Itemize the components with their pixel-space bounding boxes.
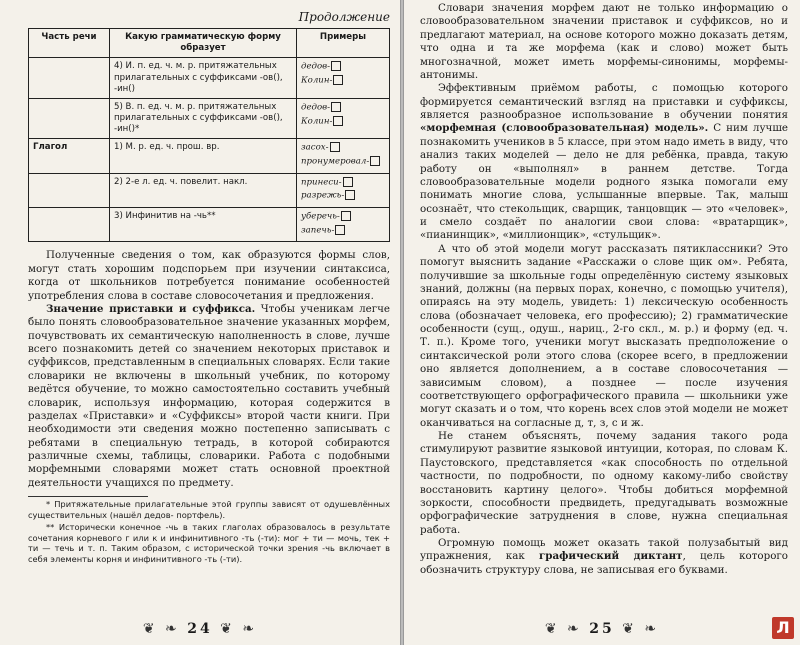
paragraph: Полученные сведения о том, как образуются формы слов, могут стать хорошим подспорьем при изучении синтаксиса, когда от школьников потребуется понимание особенностей употребления слова в составе словосочетания и предложения. [28,249,390,302]
term-bold: графический диктант [538,550,683,563]
morpheme-box [341,211,351,221]
example-word: пронумеровал- [301,156,370,167]
table-header: Часть речи [29,29,110,58]
paragraph-text: , цель которого обозначить структуру слова, не записывая его буквами. [420,550,788,576]
table-cell-pos [29,208,110,242]
morpheme-box [335,225,345,235]
right-page [404,0,800,645]
table-cell-examples [297,98,390,139]
table-header: Какую грамматическую форму образует [110,29,297,58]
example-word: Колин- [301,75,333,86]
example-word: дедов- [301,61,331,72]
paragraph [28,303,390,490]
example-word: уберечь- [301,211,340,222]
table-cell-pos: Глагол [29,139,110,173]
paragraph: Не станем объяснять, почему задания такого рода стимулируют развитие языковой интуиции, которая, по словам К. Паустовского, представляется «как способность по отдельной частности, по подробности, по одному какому-либо свойству восстановить картину целого». Чтобы добиться морфемной зоркости, способности предвидеть, предугадывать возможные орфографические затруднения в слове, нужна специальная работа. [420,430,788,536]
morpheme-box [331,61,341,71]
paragraph: Словари значения морфем дают не только информацию о словообразовательном значении приставок и суффиксов, но и предлагают материал, на основе которого можно доказать детям, что одна и та же морфема (как и слово) может быть многозначной, может иметь морфемы-синонимы, морфемы-антонимы. [420,2,788,81]
section-heading: Значение приставки и суффикса. [46,302,256,315]
footnote: ** Исторически конечное -чь в таких глаголах образовалось в результате сочетания корневого г или к и инфинитивного -ть (-ти): мог + ти — мочь, тек + ти — течь и т. п. Таким образом, с исторической точки зрения -чь включает в себя элементы корня и инфинитивного -ть (-ти). [28,521,390,565]
table-cell-pos [29,173,110,207]
paragraph-text: Огромную помощь может оказать такой полузабытый вид упражнения, как [420,537,788,563]
paragraph [420,82,788,243]
table-cell-form: 4) И. п. ед. ч. м. р. притяжательных прилагательных с суффиксами -ов(), -ин() [110,58,297,99]
table-header: Примеры [297,29,390,58]
example-word: разрежь- [301,190,345,201]
morpheme-box [331,102,341,112]
ornament-icon: ❦ ❧ [544,621,590,637]
table-row [29,98,390,139]
morpheme-box [333,116,343,126]
term-bold: «морфемная (словообразовательная) модель». [420,122,709,135]
morpheme-box [330,142,340,152]
paragraph [420,537,788,577]
table-cell-pos [29,58,110,99]
table-row [29,173,390,207]
table-row [29,139,390,173]
footnote: * Притяжательные прилагательные этой группы зависят от одушевлённых существительных (нашёл дедов- портфель). [28,499,390,520]
page-number [0,621,400,637]
continuation-label: Продолжение [298,10,390,24]
table-cell-examples [297,173,390,207]
paragraph-text: С ним лучше познакомить учеников в 5 классе, при этом надо иметь в виду, что анализ таких моделей — дело не для ребёнка, правда, такую работу он «выполнял» в раннем детстве. Тогда словообразовательные модели родного языка помогали ему понимать многие слова, услышанные впервые. Так, малыш осознаёт, что стекольщик, сварщик, танцовщик — это «человек», и смело создаёт по аналогии свои слова: «вратарщик», «пианинщик», «миллионщик», «стульщик». [420,122,788,242]
footnote-divider [28,496,148,497]
table-cell-form: 5) В. п. ед. ч. м. р. притяжательных прилагательных с суффиксами -ов(), -ин()* [110,98,297,139]
table-cell-form: 3) Инфинитив на -чь** [110,208,297,242]
example-word: Колин- [301,116,333,127]
example-word: запечь- [301,225,335,236]
morpheme-box [345,190,355,200]
paragraph: А что об этой модели могут рассказать пятиклассники? Это помогут выяснить задание «Расскажи о слове щик ом». Ребята, получившие за школьные годы определённую систему языковых знаний, должны (на первых порах, конечно, с помощью учителя), опираясь на эту модель, увидеть: 1) лексическую особенность слова (обозначает человека, его профессию); 2) грамматические особенности (сущ., одуш., нариц., 2-го скл., м. р.) и форму (ед. ч. Т. п.). Кроме того, ученики могут высказать предположение о синтаксической роли этого слова (скорее всего, в предложении оно является дополнением, а в составе словосочетания — зависимым словом), а позднее — после изучения соответствующего орфографического правила — школьники уже могут сказать и о том, что корень всех слов этой модели не может оканчиваться на согласные д, т, з, с и ж. [420,242,788,429]
table-row [29,58,390,99]
table-cell-examples [297,139,390,173]
paragraph-text: Эффективным приёмом работы, с помощью которого формируется семантический взгляд на приставки и суффиксы, является разнообразное использование в обучении понятия [420,82,788,121]
page-number [404,621,800,637]
page-number-text: 25 [589,621,615,637]
ornament-icon: ❦ ❧ [212,621,258,637]
table-cell-form: 2) 2-е л. ед. ч. повелит. накл. [110,173,297,207]
publisher-logo-icon: Л [772,617,794,639]
grammar-table [28,28,390,242]
morpheme-box [370,156,380,166]
table-cell-examples [297,58,390,99]
ornament-icon: ❦ ❧ [614,621,660,637]
table-row [29,208,390,242]
morpheme-box [343,177,353,187]
table-cell-examples [297,208,390,242]
table-header-row [29,29,390,58]
paragraph-text: Чтобы ученикам легче было понять словообразовательное значение указанных морфем, почувствовать их семантическую наполненность в слове, лучше всего познакомить детей со значением некоторых приставок и суффиксов, представленным в специальных словарях. Если такие словарики не включены в школьный учебник, по которому ведётся обучение, то можно самостоятельно составить учебный словарик, используя информацию, которая содержится в разделах «Приставки» и «Суффиксы» второй части книги. При необходимости эти сведения можно постепенно записывать с ребятами в специальную тетрадь, в которой собираются различные схемы, таблицы, словарики. Работа с подобными морфемными словарями может стать основной проектной деятельности учащихся по предмету. [28,302,390,489]
morpheme-box [333,75,343,85]
example-word: принеси- [301,177,342,188]
table-cell-form: 1) М. р. ед. ч. прош. вр. [110,139,297,173]
ornament-icon: ❦ ❧ [142,621,188,637]
example-word: засох- [301,142,329,153]
example-word: дедов- [301,102,331,113]
table-cell-pos [29,98,110,139]
page-number-text: 24 [187,621,213,637]
